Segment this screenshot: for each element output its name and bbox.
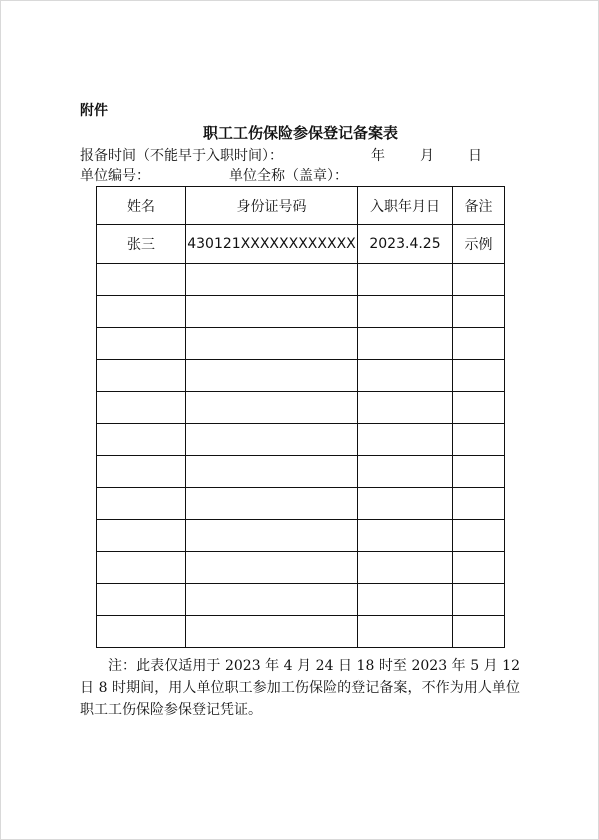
empty-cell (97, 584, 186, 616)
table-row (97, 584, 505, 616)
empty-cell (358, 392, 453, 424)
empty-cell (453, 616, 505, 648)
empty-cell (453, 488, 505, 520)
month-label: 月 (420, 148, 434, 164)
table-row (97, 225, 505, 264)
registration-table (96, 186, 505, 648)
empty-cell (97, 424, 186, 456)
empty-cell (97, 456, 186, 488)
table-header-row (97, 187, 505, 225)
cell-name: 张三 (97, 225, 186, 264)
empty-cell (97, 552, 186, 584)
empty-cell (186, 552, 358, 584)
table-row (97, 520, 505, 552)
empty-cell (186, 456, 358, 488)
empty-cell (186, 264, 358, 296)
empty-cell (186, 616, 358, 648)
empty-cell (453, 296, 505, 328)
empty-cell (453, 456, 505, 488)
table-row (97, 552, 505, 584)
cell-id-number: 430121XXXXXXXXXXXX (186, 225, 358, 264)
year-label: 年 (371, 148, 385, 164)
empty-cell (453, 328, 505, 360)
table-row (97, 296, 505, 328)
table-row (97, 488, 505, 520)
empty-cell (186, 296, 358, 328)
empty-cell (97, 616, 186, 648)
empty-cell (358, 616, 453, 648)
unit-number-label: 单位编号： (80, 168, 150, 184)
empty-cell (453, 264, 505, 296)
empty-cell (97, 328, 186, 360)
empty-cell (97, 264, 186, 296)
table-row (97, 456, 505, 488)
unit-name-label: 单位全称（盖章）： (229, 168, 348, 184)
empty-cell (358, 552, 453, 584)
empty-cell (358, 424, 453, 456)
empty-cell (186, 328, 358, 360)
footnote: 注：此表仅适用于 2023 年 4 月 24 日 18 时至 2023 年 5 月 12 日 8 时期间，用人单位职工参加工伤保险的登记备案，不作为用人单位职工工伤保险参保登记凭证。 (80, 658, 520, 718)
empty-cell (453, 552, 505, 584)
empty-cell (453, 360, 505, 392)
empty-cell (186, 360, 358, 392)
empty-cell (453, 520, 505, 552)
empty-cell (358, 520, 453, 552)
form-title: 职工工伤保险参保登记备案表 (202, 124, 398, 142)
cell-remarks: 示例 (453, 225, 505, 264)
empty-cell (358, 488, 453, 520)
table-row (97, 392, 505, 424)
header-remarks: 备注 (453, 187, 505, 225)
header-name: 姓名 (97, 187, 186, 225)
empty-cell (186, 488, 358, 520)
table-row (97, 264, 505, 296)
empty-cell (97, 520, 186, 552)
day-label: 日 (468, 148, 482, 164)
empty-cell (358, 296, 453, 328)
empty-cell (358, 584, 453, 616)
empty-cell (453, 424, 505, 456)
table-row (97, 360, 505, 392)
empty-cell (97, 392, 186, 424)
empty-cell (358, 264, 453, 296)
header-entry-date: 入职年月日 (358, 187, 453, 225)
empty-cell (97, 360, 186, 392)
blank-rows (97, 264, 505, 648)
attachment-label: 附件 (80, 103, 108, 119)
header-id-number: 身份证号码 (186, 187, 358, 225)
table-row (97, 616, 505, 648)
empty-cell (97, 488, 186, 520)
table-row (97, 328, 505, 360)
empty-cell (97, 296, 186, 328)
empty-cell (358, 456, 453, 488)
table-row (97, 424, 505, 456)
empty-cell (186, 520, 358, 552)
cell-entry-date: 2023.4.25 (358, 225, 453, 264)
empty-cell (453, 584, 505, 616)
empty-cell (358, 328, 453, 360)
empty-cell (453, 392, 505, 424)
empty-cell (186, 584, 358, 616)
empty-cell (186, 424, 358, 456)
report-time-label: 报备时间（不能早于入职时间）： (80, 148, 283, 164)
empty-cell (186, 392, 358, 424)
empty-cell (358, 360, 453, 392)
